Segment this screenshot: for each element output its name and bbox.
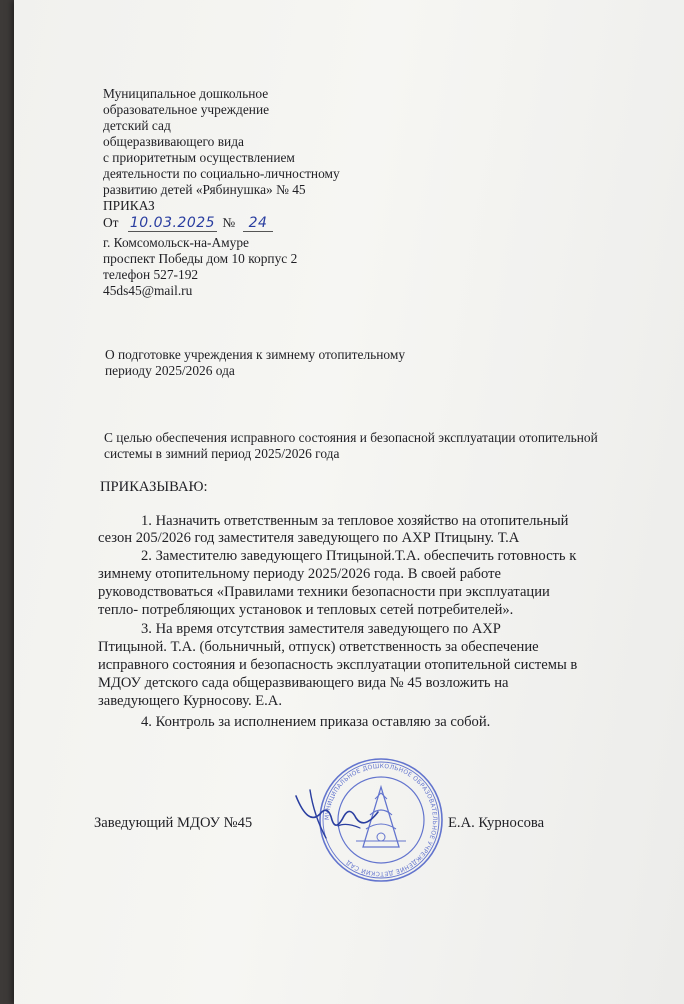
item-line: зимнему отопительному периоду 2025/2026 года. В своей работе bbox=[98, 566, 501, 582]
order-date-line bbox=[103, 215, 273, 232]
preamble-line: С целью обеспечения исправного состояния и безопасной эксплуатации отопительной bbox=[104, 430, 598, 445]
item-line: тепло- потребляющих установок и тепловых сетей потребителей». bbox=[98, 602, 514, 618]
stamp-ring-text: МУНИЦИПАЛЬНОЕ ДОШКОЛЬНОЕ ОБРАЗОВАТЕЛЬНОЕ УЧРЕЖДЕНИЕ ДЕТСКИЙ САД bbox=[323, 762, 439, 878]
header-line: образовательное учреждение bbox=[103, 102, 270, 117]
item-line: 4. Контроль за исполнением приказа оставляю за собой. bbox=[141, 714, 491, 730]
header-line: развитию детей «Рябинушка» № 45 bbox=[103, 182, 306, 197]
address-line: г. Комсомольск-на-Амуре bbox=[103, 235, 249, 250]
subject-line: О подготовке учреждения к зимнему отопительному bbox=[105, 347, 406, 362]
header-line: общеразвивающего вида bbox=[103, 134, 244, 149]
header-line: деятельности по социально-личностному bbox=[103, 166, 340, 181]
order-no-label: № bbox=[222, 215, 236, 230]
signatory-name: Е.А. Курносова bbox=[448, 815, 545, 831]
phone-line: телефон 527-192 bbox=[103, 267, 199, 282]
item-line: 3. На время отсутствия заместителя заведующего по АХР bbox=[141, 621, 501, 637]
handwritten-signature bbox=[286, 786, 386, 846]
order-word: ПРИКАЗЫВАЮ: bbox=[100, 479, 208, 495]
order-date-handwritten: 10.03.2025 bbox=[129, 215, 216, 231]
item-line: МДОУ детского сада общеразвивающего вида № 45 возложить на bbox=[98, 675, 509, 691]
item-line: руководствоваться «Правилами техники безопасности при эксплуатации bbox=[98, 584, 550, 600]
item-line: Птицыной. Т.А. (больничный, отпуск) ответственность за обеспечение bbox=[98, 639, 539, 655]
preamble-line: системы в зимний период 2025/2026 года bbox=[104, 446, 340, 461]
signatory-position: Заведующий МДОУ №45 bbox=[94, 815, 253, 831]
header-line: с приоритетным осуществлением bbox=[103, 150, 295, 165]
order-number-handwritten: 24 bbox=[243, 215, 274, 232]
item-line: исправного состояния и безопасность эксплуатации отопительной системы в bbox=[98, 657, 578, 673]
item-line: 2. Заместителю заведующего Птицыной.Т.А. обеспечить готовность к bbox=[141, 548, 577, 564]
header-line: Муниципальное дошкольное bbox=[103, 86, 269, 101]
order-title: ПРИКАЗ bbox=[103, 198, 155, 213]
item-line: заведующего Курносову. Е.А. bbox=[98, 693, 282, 709]
order-from-label: От bbox=[103, 215, 119, 230]
subject-line: периоду 2025/2026 ода bbox=[105, 363, 235, 378]
item-line: 1. Назначить ответственным за тепловое хозяйство на отопительный bbox=[141, 513, 569, 529]
item-line: сезон 205/2026 год заместителя заведующего по АХР Птицыну. Т.А bbox=[98, 530, 520, 546]
email-line: 45ds45@mail.ru bbox=[103, 283, 193, 298]
header-line: детский сад bbox=[103, 118, 171, 133]
address-line: проспект Победы дом 10 корпус 2 bbox=[103, 251, 298, 266]
document-sheet bbox=[14, 0, 684, 1004]
